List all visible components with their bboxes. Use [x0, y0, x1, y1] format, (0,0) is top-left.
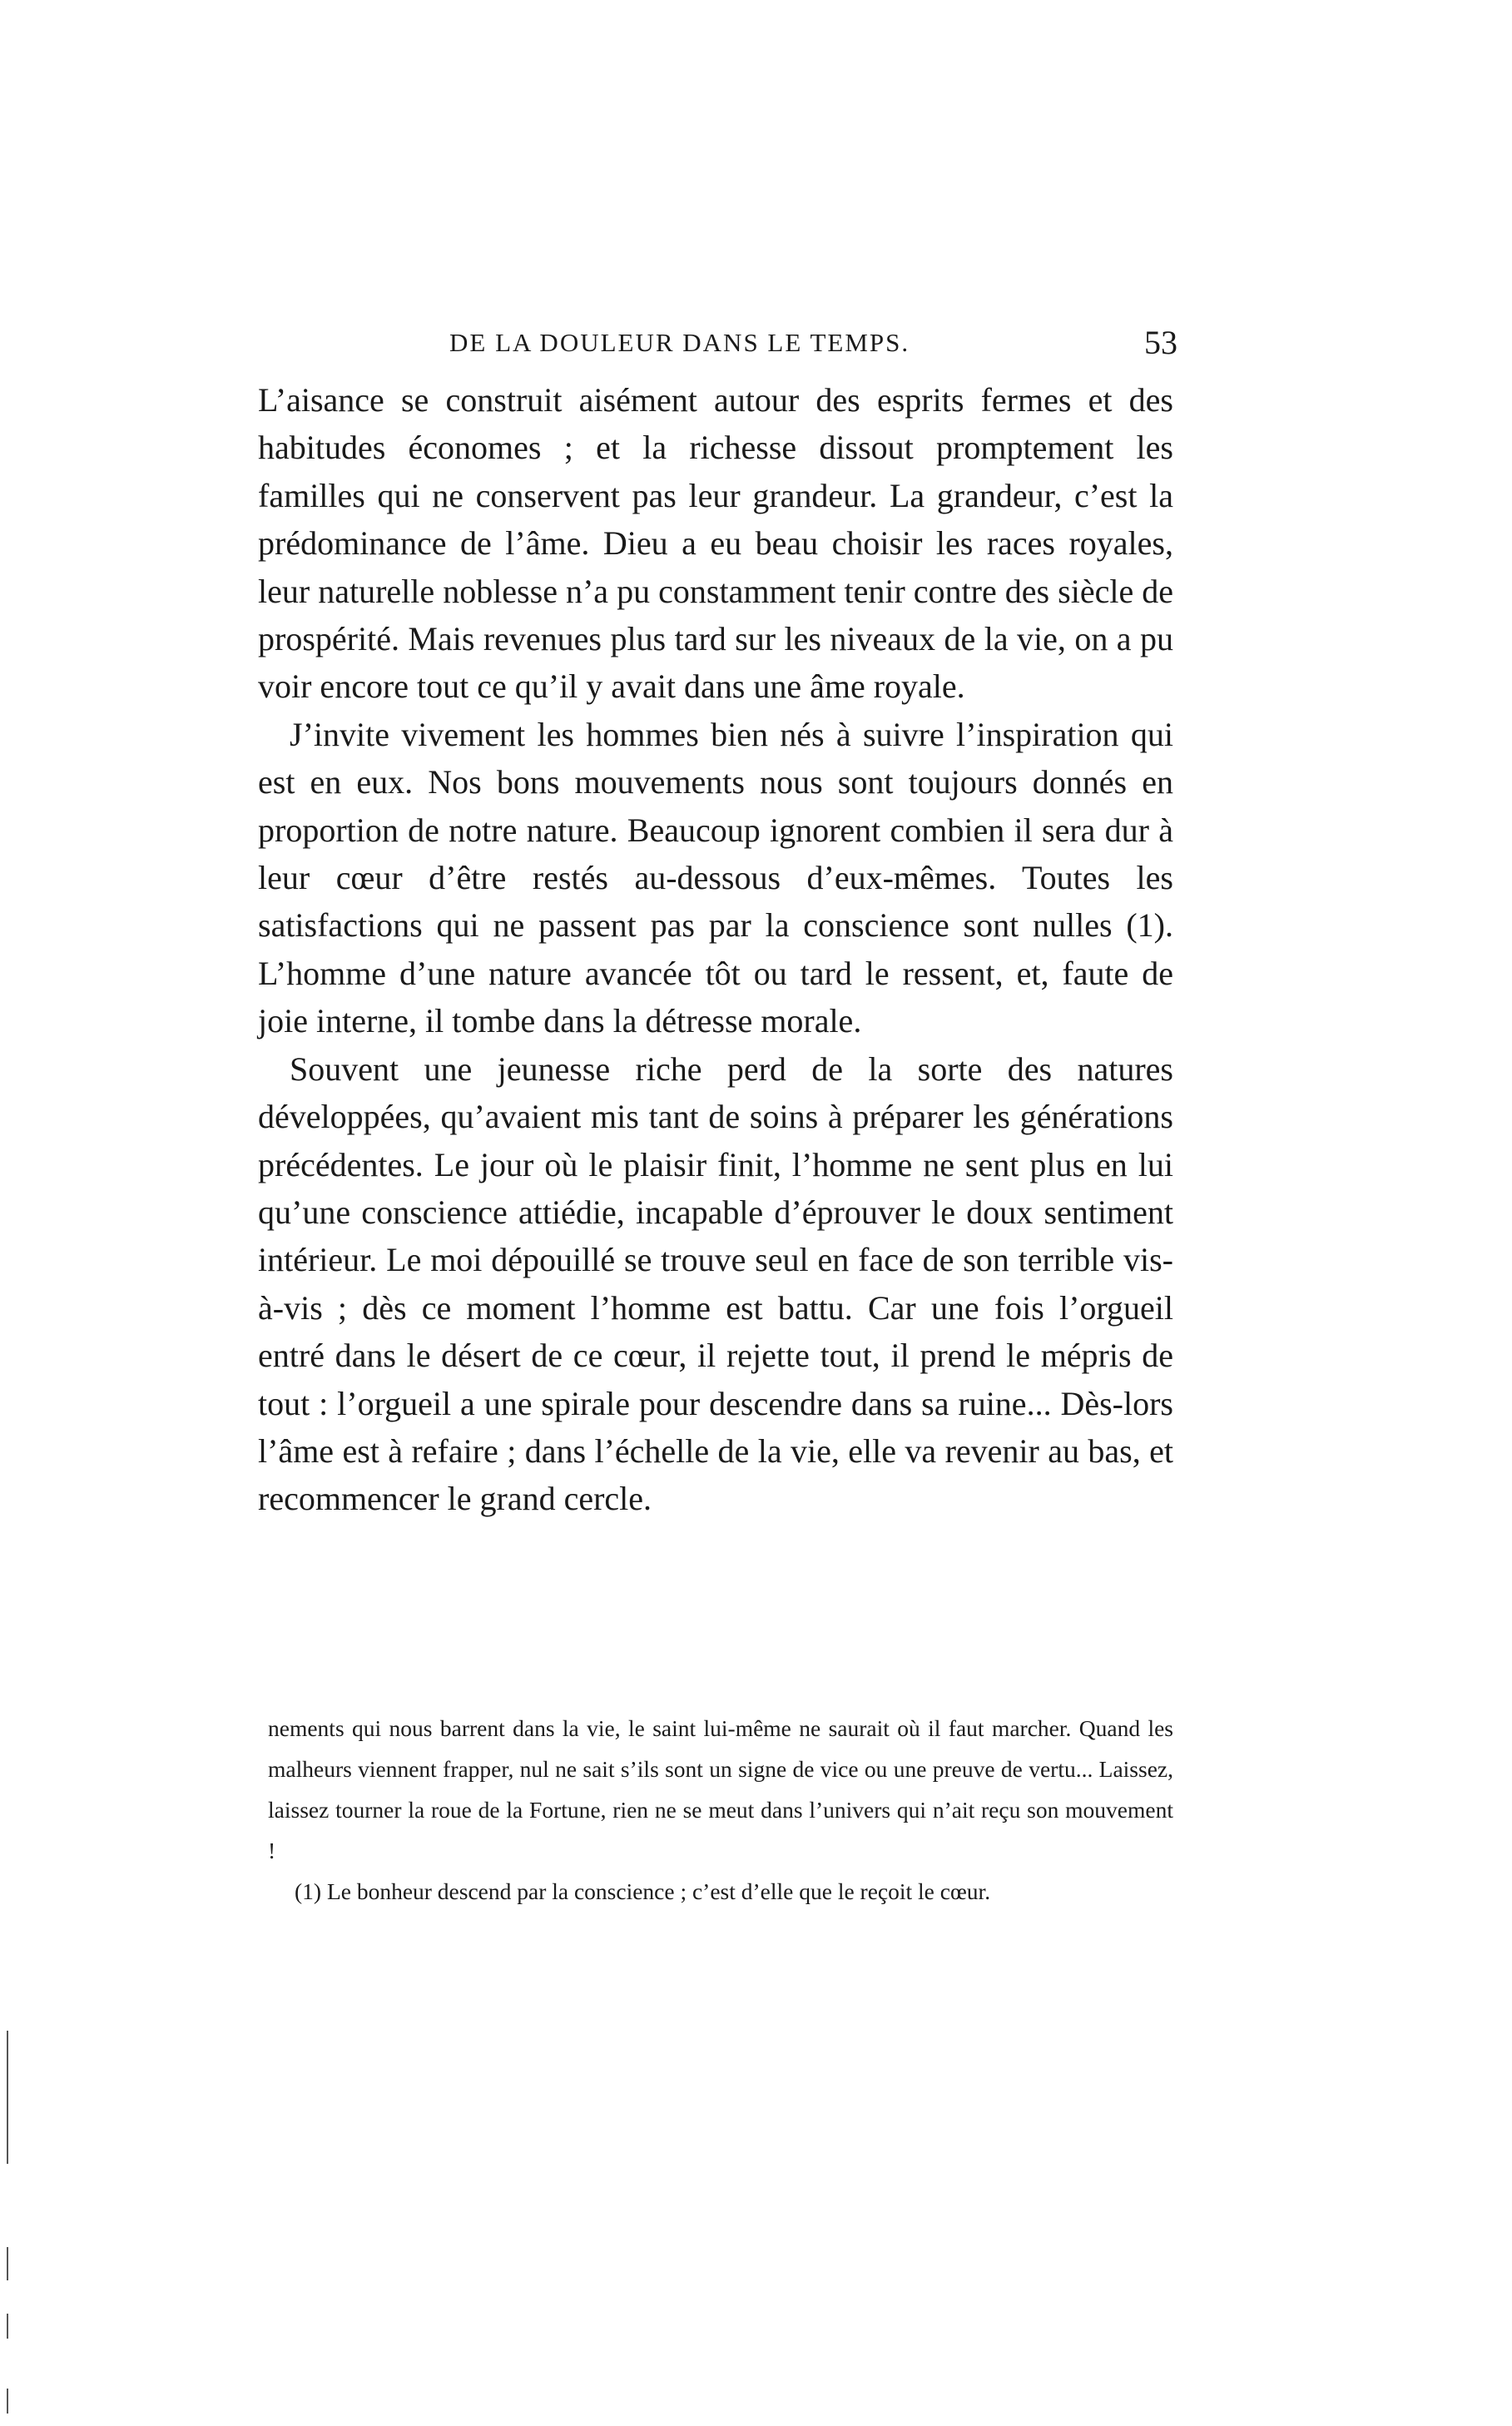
scan-margin-mark — [7, 2247, 8, 2280]
paragraph-2: J’invite vivement les hommes bien nés à suivre l’inspiration qui est en eux. Nos bons mouvements nous sont toujours donnés en proportion de notre nature. Beaucoup ignorent combien il sera dur à leur cœur d’être restés au-dessous d’eux-mêmes. Toutes les satisfactions qui ne passent pas par la conscience sont nulles (1). L’homme d’une nature avancée tôt ou tard le ressent, et, faute de joie interne, il tombe dans la détresse morale. — [258, 715, 1173, 1040]
footnote-continuation: nements qui nous barrent dans la vie, le saint lui-même ne saurait où il faut marcher. Quand les malheurs viennent frapper, nul ne sait s’ils sont un signe de vice ou une preuve de vertu... Laissez, laissez tourner la roue de la Fortune, rien ne se meut dans l’univers qui n’ait reçu son mouvement ! — [268, 1715, 1173, 1863]
paragraph-3: Souvent une jeunesse riche perd de la sorte des natures développées, qu’avaient mis tant de soins à préparer les générations précédentes. Le jour où le plaisir finit, l’homme ne sent plus en lui qu’une conscience attiédie, incapable d’éprouver le doux sentiment intérieur. Le moi dépouillé se trouve seul en face de son terrible vis-à-vis ; dès ce moment l’homme est battu. Car une fois l’orgueil entré dans le désert de ce cœur, il rejette tout, il prend le mépris de tout : l’orgueil a une spirale pour descendre dans sa ruine... Dès-lors l’âme est à refaire ; dans l’échelle de la vie, elle va revenir au bas, et recommencer le grand cercle. — [258, 1049, 1173, 1518]
paragraph-1: L’aisance se construit aisément autour des esprits fermes et des habitudes économes ; et la richesse dissout promptement les familles qui ne conservent pas leur grandeur. La grandeur, c’est la prédominance de l’âme. Dieu a eu beau choisir les races royales, leur naturelle noblesse n’a pu constamment tenir contre des siècle de prospérité. Mais revenues plus tard sur les niveaux de la vie, on a pu voir encore tout ce qu’il y avait dans une âme royale. — [258, 381, 1173, 706]
page-number: 53 — [1144, 324, 1177, 361]
running-head — [449, 323, 1177, 365]
footnotes — [268, 1708, 1173, 1912]
scan-margin-mark — [7, 2314, 8, 2339]
scan-margin-mark — [7, 2389, 8, 2414]
main-text — [258, 376, 1173, 1523]
scan-margin-mark — [7, 2031, 8, 2164]
running-title: DE LA DOULEUR DANS LE TEMPS. — [449, 328, 910, 357]
footnote-1: (1) Le bonheur descend par la conscience ; c’est d’elle que le reçoit le cœur. — [295, 1878, 991, 1904]
